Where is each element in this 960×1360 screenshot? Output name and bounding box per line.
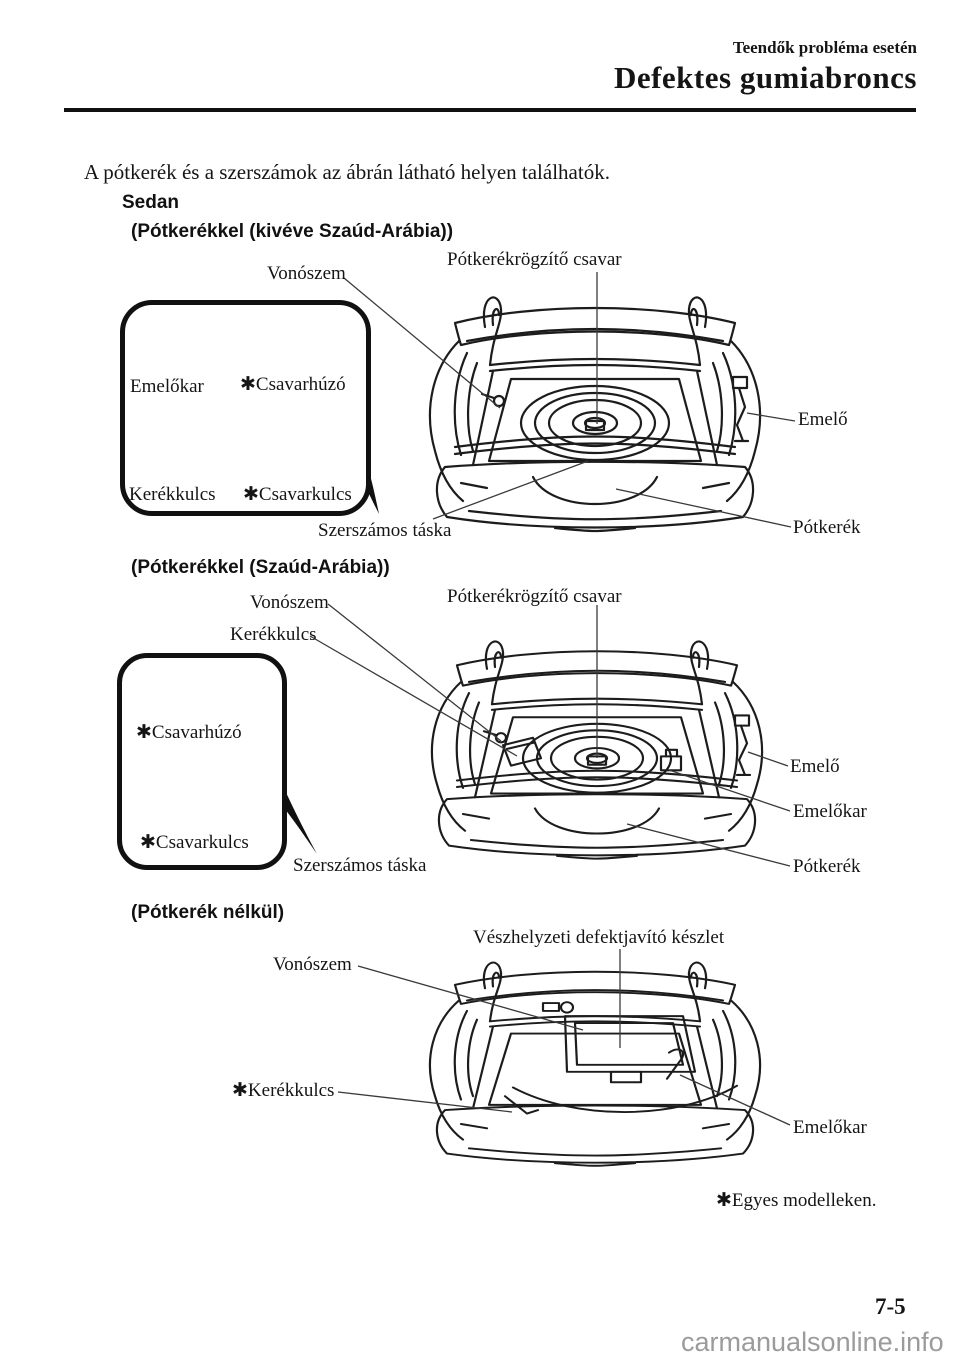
label-jack-handle: Emelőkar [793,1117,867,1138]
label-repair-kit: Vészhelyzeti defektjavító készlet [473,927,725,948]
repair-kit-icon [513,1016,737,1112]
label-jack: Emelő [790,756,840,777]
label-spare-retainer-bolt: Pótkerékrögzítő csavar [447,249,622,270]
label-screwdriver: ✱Csavarhúzó [240,374,346,395]
label-wheel-wrench: ✱Kerékkulcs [232,1080,335,1101]
intro-text: A pótkerék és a szerszámok az ábrán látható helyen találhatók. [84,160,610,184]
label-tool-bag: Szerszámos táska [293,855,427,876]
label-wheel-wrench: Kerékkulcs [230,624,317,645]
label-spare-tire: Pótkerék [793,856,861,877]
diagram-2-car-illustration [276,604,790,866]
label-spare-tire: Pótkerék [793,517,861,538]
label-tow-eye: Vonószem [267,263,346,284]
label-wrench: ✱Csavarkulcs [243,484,352,505]
header-rule [64,108,916,112]
watermark: carmanualsonline.info [681,1327,944,1357]
label-wheel-wrench: Kerékkulcs [129,484,216,505]
label-tow-eye: Vonószem [250,592,329,613]
page-number: 7-5 [875,1294,906,1319]
label-spare-retainer-bolt: Pótkerékrögzítő csavar [447,586,622,607]
model-heading: Sedan [122,192,180,213]
label-screwdriver: ✱Csavarhúzó [136,722,242,743]
label-jack-handle: Emelőkar [793,801,867,822]
section2-heading: (Pótkerékkel (Szaúd-Arábia)) [131,557,390,578]
footnote-some-models: ✱Egyes modelleken. [716,1190,877,1211]
diagram-1-car-illustration [344,272,795,531]
page-header-kicker: Teendők probléma esetén [732,38,917,57]
section3-heading: (Pótkerék nélkül) [131,902,285,923]
label-jack: Emelő [798,409,848,430]
diagram-3-car-illustration [338,949,790,1166]
label-jack-handle: Emelőkar [130,376,204,397]
label-tow-eye: Vonószem [273,954,352,975]
section1-heading: (Pótkerékkel (kivéve Szaúd-Arábia)) [131,221,454,242]
label-wrench: ✱Csavarkulcs [140,832,249,853]
page-title: Defektes gumiabroncs [613,60,917,95]
tow-eye-icon [543,1002,573,1012]
label-tool-bag: Szerszámos táska [318,520,452,541]
